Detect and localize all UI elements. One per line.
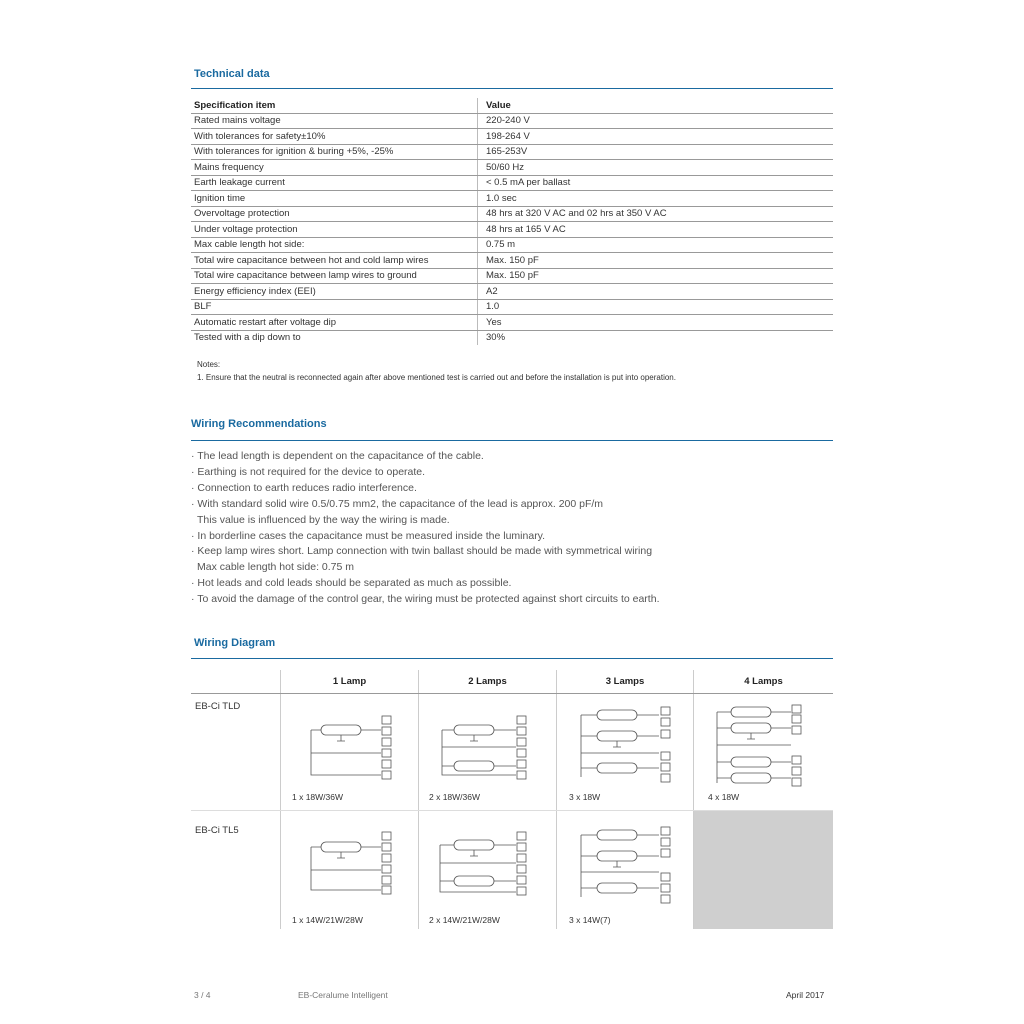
list-item: · Keep lamp wires short. Lamp connection with twin ballast should be made with symmetrical wiring xyxy=(191,545,653,558)
table-row xyxy=(191,160,833,176)
table-row xyxy=(191,191,833,207)
table-row xyxy=(191,330,833,345)
spec-value: 48 hrs at 165 V AC xyxy=(478,222,834,238)
row-label-tld: EB-Ci TLD xyxy=(195,701,241,712)
wiring-recommendations-title: Wiring Recommendations xyxy=(191,418,327,430)
column-divider xyxy=(418,670,419,929)
spec-value: 30% xyxy=(478,330,834,345)
column-divider xyxy=(556,670,557,929)
footer-date: April 2017 xyxy=(786,990,825,1000)
schematic-3-lamps-tld xyxy=(577,705,675,785)
spec-value: 48 hrs at 320 V AC and 02 hrs at 350 V AC xyxy=(478,206,834,222)
wiring-diagram-title: Wiring Diagram xyxy=(194,637,276,649)
schematic-1-lamp-tl5 xyxy=(307,830,395,896)
technical-data-title: Technical data xyxy=(194,68,270,80)
spec-item: BLF xyxy=(191,299,478,315)
list-item: · With standard solid wire 0.5/0.75 mm2, the capacitance of the lead is approx. 200 pF/m xyxy=(191,497,604,510)
caption: 2 x 18W/36W xyxy=(429,792,481,802)
spec-header-item: Specification item xyxy=(191,98,478,113)
spec-value: Max. 150 pF xyxy=(478,253,834,269)
spec-item: Tested with a dip down to xyxy=(194,332,301,344)
table-row xyxy=(191,222,833,238)
schematic-1-lamp-tld xyxy=(307,713,395,781)
spec-value: 220-240 V xyxy=(478,113,834,129)
spec-item: Automatic restart after voltage dip xyxy=(191,315,478,331)
spec-value: < 0.5 mA per ballast xyxy=(478,175,834,191)
table-row xyxy=(191,144,833,160)
column-header-2-lamps: 2 Lamps xyxy=(468,676,507,687)
table-row xyxy=(191,206,833,222)
table-row xyxy=(191,315,833,331)
spec-table xyxy=(191,98,833,345)
column-header-1-lamp: 1 Lamp xyxy=(332,676,367,687)
table-row xyxy=(191,237,833,253)
schematic-2-lamps-tld xyxy=(438,713,530,781)
spec-value: Max. 150 pF xyxy=(478,268,834,284)
column-divider xyxy=(280,670,281,929)
schematic-3-lamps-tl5 xyxy=(577,825,675,905)
list-item: · Connection to earth reduces radio interference. xyxy=(191,481,417,494)
list-item: Max cable length hot side: 0.75 m xyxy=(197,561,355,574)
spec-value: 0.75 m xyxy=(478,237,834,253)
header-divider xyxy=(191,693,833,694)
table-row xyxy=(191,253,833,269)
wiring-diagram-rule xyxy=(191,658,833,659)
row-label-tl5: EB-Ci TL5 xyxy=(195,825,239,836)
list-item: · To avoid the damage of the control gear, the wiring must be protected against short circuits to earth. xyxy=(191,593,660,606)
spec-item: Max cable length hot side: xyxy=(191,237,478,253)
spec-item: Rated mains voltage xyxy=(191,113,478,129)
table-row xyxy=(191,113,833,129)
spec-item: Earth leakage current xyxy=(191,175,478,191)
spec-item: Overvoltage protection xyxy=(191,206,478,222)
empty-cell xyxy=(693,810,833,929)
caption: 4 x 18W xyxy=(708,792,740,802)
caption: 2 x 14W/21W/28W xyxy=(429,915,500,925)
page-number: 3 / 4 xyxy=(194,990,211,1000)
caption: 3 x 18W xyxy=(569,792,601,802)
footer-product: EB-Ceralume Intelligent xyxy=(298,990,388,1000)
list-item: · Earthing is not required for the device to operate. xyxy=(191,465,426,478)
schematic-4-lamps-tld xyxy=(713,703,809,787)
wiring-recommendations-rule xyxy=(191,440,833,441)
column-divider xyxy=(693,670,694,929)
notes-label: Notes: xyxy=(197,360,221,369)
row-divider xyxy=(191,810,833,811)
spec-value: 1.0 sec xyxy=(478,191,834,207)
spec-value: A2 xyxy=(478,284,834,300)
list-item: This value is influenced by the way the wiring is made. xyxy=(197,513,450,526)
table-row xyxy=(191,175,833,191)
caption: 1 x 14W/21W/28W xyxy=(292,915,363,925)
caption: 1 x 18W/36W xyxy=(292,792,344,802)
spec-header-value: Value xyxy=(478,98,834,113)
technical-data-rule xyxy=(191,88,833,89)
note-1: 1. Ensure that the neutral is reconnected again after above mentioned test is carried out and before the installation is put into operation. xyxy=(197,373,676,382)
spec-value: Yes xyxy=(478,315,834,331)
spec-value: 50/60 Hz xyxy=(478,160,834,176)
table-row xyxy=(191,268,833,284)
spec-value: 1.0 xyxy=(478,299,834,315)
spec-item: With tolerances for ignition & buring +5%, -25% xyxy=(191,144,478,160)
spec-table-header xyxy=(191,98,833,113)
spec-item: Under voltage protection xyxy=(191,222,478,238)
spec-item: Mains frequency xyxy=(191,160,478,176)
spec-item: Total wire capacitance between lamp wires to ground xyxy=(191,268,478,284)
spec-item: Total wire capacitance between hot and cold lamp wires xyxy=(191,253,478,269)
spec-value: 198-264 V xyxy=(478,129,834,145)
list-item: · The lead length is dependent on the capacitance of the cable. xyxy=(191,450,484,462)
wiring-recommendations-list xyxy=(191,449,659,608)
table-row xyxy=(191,129,833,145)
list-item: · Hot leads and cold leads should be separated as much as possible. xyxy=(191,577,512,590)
spec-item: Energy efficiency index (EEI) xyxy=(191,284,478,300)
spec-item: Ignition time xyxy=(191,191,478,207)
list-item: · In borderline cases the capacitance must be measured inside the luminary. xyxy=(191,529,546,542)
column-header-4-lamps: 4 Lamps xyxy=(744,676,783,687)
table-row xyxy=(191,299,833,315)
table-row xyxy=(191,284,833,300)
spec-value: 165-253V xyxy=(478,144,834,160)
schematic-2-lamps-tl5 xyxy=(436,830,530,898)
spec-item: With tolerances for safety±10% xyxy=(191,129,478,145)
column-header-3-lamps: 3 Lamps xyxy=(605,676,645,687)
caption: 3 x 14W(7) xyxy=(569,915,611,925)
